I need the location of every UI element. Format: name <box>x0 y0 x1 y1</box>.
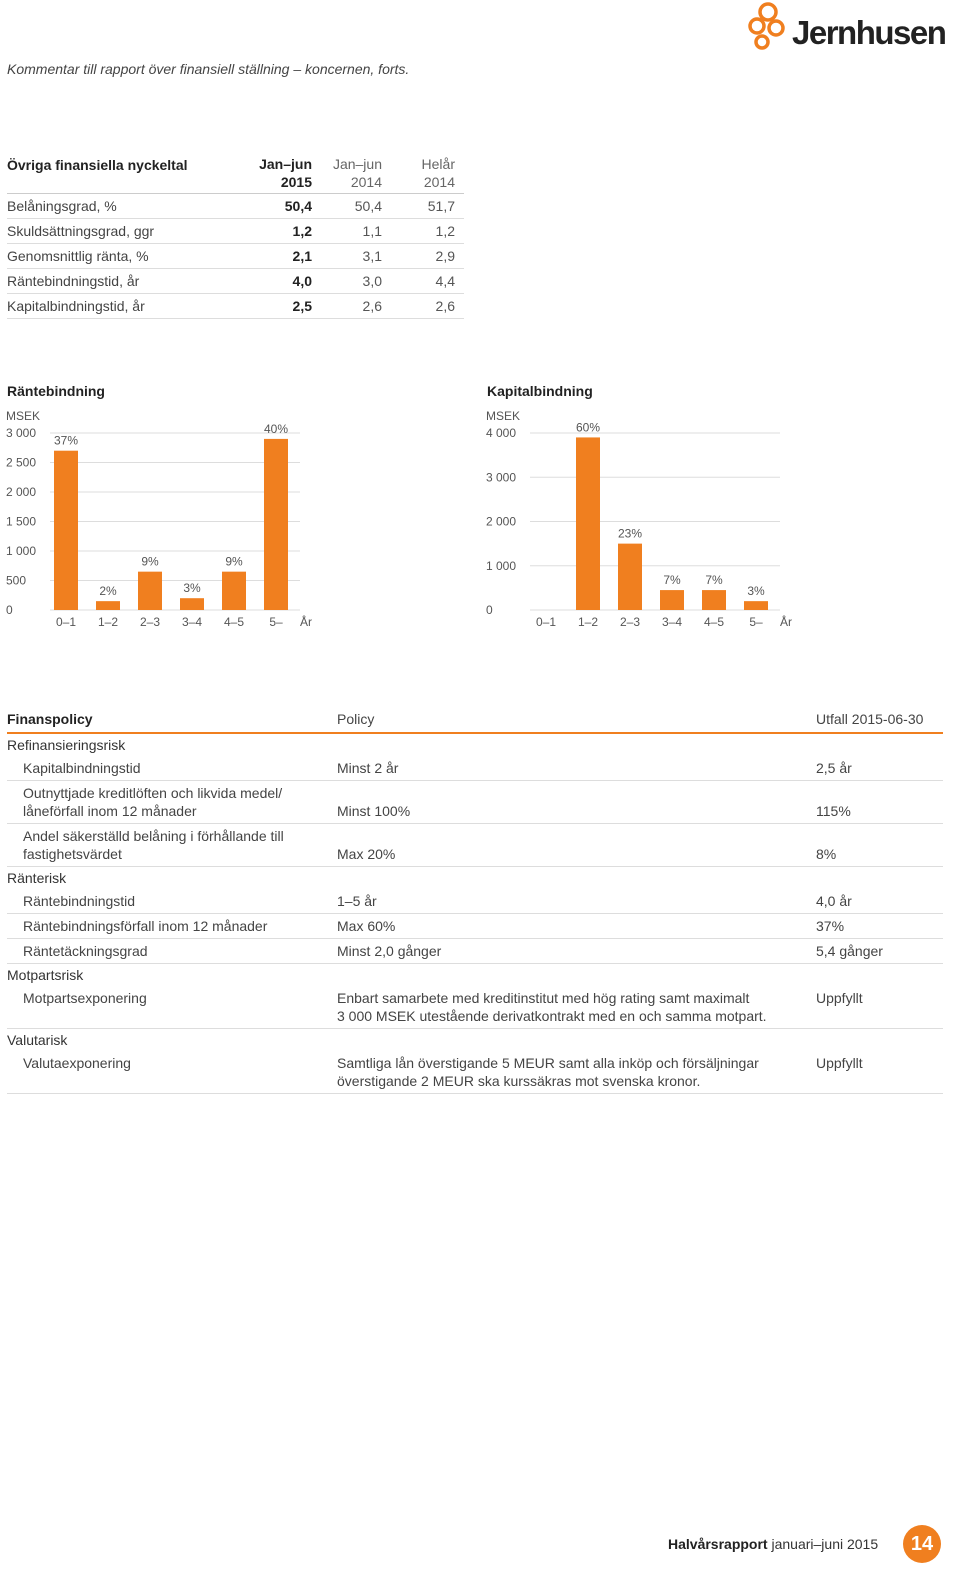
x-category-label: 2–3 <box>619 615 641 629</box>
rantebindning-svg <box>0 380 330 640</box>
key-ratio-label: Belåningsgrad, % <box>7 198 117 214</box>
bar <box>222 572 246 610</box>
policy-section-header <box>7 1029 943 1051</box>
key-ratios-title: Övriga finansiella nyckeltal <box>7 157 188 173</box>
x-category-label: 5– <box>749 615 763 629</box>
key-ratio-year2014: 1,2 <box>435 223 455 239</box>
bar-data-label: 7% <box>705 573 723 588</box>
key-ratio-row <box>7 194 464 219</box>
key-ratio-2015: 1,2 <box>292 223 312 239</box>
policy-row-outcome: Uppfyllt <box>816 990 863 1006</box>
policy-row-outcome: Uppfyllt <box>816 1055 863 1071</box>
y-axis-unit-label: MSEK <box>486 409 521 423</box>
policy-row-outcome: 2,5 år <box>816 760 852 776</box>
x-category-label: 4–5 <box>223 615 245 629</box>
bar <box>138 572 162 610</box>
policy-row-label: Motpartsexponering <box>23 990 147 1006</box>
col-header-2015-line2: 2015 <box>280 174 312 190</box>
policy-section-header <box>7 734 943 756</box>
key-ratio-2015: 2,5 <box>292 298 312 314</box>
policy-row-policy: Enbart samarbete med kreditinstitut med hög rating samt maximalt 3 000 MSEK utestående derivatkontrakt med en och samma motpart. <box>337 990 767 1024</box>
footer-report-bold: Halvårsrapport <box>668 1536 768 1552</box>
key-ratio-label: Kapitalbindningstid, år <box>7 298 145 314</box>
finance-policy-table <box>7 708 943 1094</box>
policy-row-policy: Max 60% <box>337 918 396 934</box>
policy-row <box>7 889 943 914</box>
x-axis-label: År <box>300 615 312 629</box>
bar-data-label: 37% <box>53 433 79 448</box>
bar <box>264 439 288 610</box>
key-ratio-2014: 3,1 <box>362 248 382 264</box>
policy-section-name: Valutarisk <box>7 1032 68 1048</box>
policy-row-outcome: 37% <box>816 918 845 934</box>
bar-data-label: 23% <box>617 526 643 541</box>
policy-section-name: Motpartsrisk <box>7 967 84 983</box>
key-ratio-label: Skuldsättningsgrad, ggr <box>7 223 155 239</box>
col-header-2014-line1: Jan–jun <box>332 156 382 172</box>
col-header-year2014-line1: Helår <box>421 156 455 172</box>
col-header-2014 <box>302 155 382 191</box>
key-ratio-2015: 4,0 <box>292 273 312 289</box>
x-category-label: 1–2 <box>97 615 119 629</box>
policy-section-header <box>7 867 943 889</box>
y-tick-label: 2 000 <box>486 514 517 529</box>
policy-row <box>7 781 943 824</box>
policy-row-policy: Minst 2,0 gånger <box>337 943 442 959</box>
policy-section-name: Refinansieringsrisk <box>7 737 126 753</box>
bar-data-label: 3% <box>183 581 201 596</box>
x-category-label: 1–2 <box>577 615 599 629</box>
key-ratio-2014: 2,6 <box>362 298 382 314</box>
bar-data-label: 9% <box>141 554 159 569</box>
y-tick-label: 1 500 <box>6 514 37 529</box>
key-ratio-year2014: 51,7 <box>427 198 455 214</box>
key-ratio-label: Genomsnittlig ränta, % <box>7 248 149 264</box>
policy-header-finanspolicy: Finanspolicy <box>7 711 93 727</box>
x-category-label: 3–4 <box>181 615 203 629</box>
kapitalbindning-chart <box>480 380 810 640</box>
x-category-label: 2–3 <box>139 615 161 629</box>
y-tick-label: 2 000 <box>6 485 37 499</box>
y-tick-label: 500 <box>6 573 27 588</box>
policy-row-label: Kapitalbindningstid <box>23 760 141 776</box>
policy-row <box>7 939 943 964</box>
col-header-2015-line1: Jan–jun <box>259 156 312 172</box>
page-subtitle: Kommentar till rapport över finansiell ställning – koncernen, forts. <box>7 61 410 77</box>
y-tick-label: 0 <box>486 603 493 617</box>
rantebindning-title: Räntebindning <box>7 383 105 399</box>
key-ratio-2015: 50,4 <box>284 198 312 214</box>
policy-row-policy: Minst 100% <box>337 803 411 819</box>
jernhusen-logo <box>748 0 952 56</box>
bar <box>702 590 726 610</box>
policy-row-outcome: 5,4 gånger <box>816 943 883 959</box>
key-ratio-label: Räntebindningstid, år <box>7 273 140 289</box>
kapitalbindning-svg <box>480 380 810 640</box>
bar <box>744 601 768 610</box>
policy-row-outcome: 8% <box>816 846 837 862</box>
key-ratio-row <box>7 219 464 244</box>
bar-data-label: 40% <box>263 421 289 436</box>
policy-section-header <box>7 964 943 986</box>
policy-row <box>7 756 943 781</box>
key-ratio-year2014: 2,9 <box>435 248 455 264</box>
key-ratio-row <box>7 244 464 269</box>
y-axis-unit-label: MSEK <box>6 409 41 423</box>
key-ratio-2014: 1,1 <box>362 223 382 239</box>
policy-row-policy: Samtliga lån överstigande 5 MEUR samt alla inköp och försäljningar överstigande 2 MEUR ska kurssäkras mot svenska kronor. <box>337 1055 759 1089</box>
rantebindning-chart <box>0 380 330 640</box>
x-category-label: 0–1 <box>55 615 77 629</box>
policy-row-label: Räntebindningsförfall inom 12 månader <box>23 918 268 934</box>
policy-row <box>7 914 943 939</box>
bar-data-label: 60% <box>575 420 601 435</box>
y-tick-label: 2 500 <box>6 455 37 470</box>
bar <box>180 598 204 610</box>
policy-row-label: Räntebindningstid <box>23 893 136 909</box>
footer-report-label <box>668 1536 878 1552</box>
footer-report-period: januari–juni 2015 <box>771 1536 879 1552</box>
policy-row <box>7 824 943 867</box>
policy-row <box>7 1051 943 1094</box>
bar <box>660 590 684 610</box>
kapitalbindning-title: Kapitalbindning <box>487 383 593 399</box>
col-header-2014-line2: 2014 <box>350 174 382 190</box>
policy-row-policy: Max 20% <box>337 846 396 862</box>
bar <box>54 451 78 610</box>
x-axis-label: År <box>780 615 792 629</box>
policy-row-label: Räntetäckningsgrad <box>23 943 148 959</box>
policy-section-name: Ränterisk <box>7 870 67 886</box>
x-category-label: 3–4 <box>661 615 683 629</box>
policy-row-label: Andel säkerställd belåning i förhållande till fastighetsvärdet <box>23 828 284 862</box>
policy-row-outcome: 4,0 år <box>816 893 852 909</box>
bar-data-label: 7% <box>663 573 681 588</box>
bar <box>96 601 120 610</box>
logo-wordmark: Jernhusen <box>792 14 946 51</box>
key-ratio-2014: 3,0 <box>362 273 382 289</box>
key-ratio-row <box>7 294 464 319</box>
policy-row-outcome: 115% <box>816 803 851 819</box>
y-tick-label: 1 000 <box>6 544 37 558</box>
key-ratio-2015: 2,1 <box>292 248 312 264</box>
key-ratio-year2014: 4,4 <box>435 273 455 289</box>
policy-header-outcome: Utfall 2015-06-30 <box>816 711 924 727</box>
key-ratio-2014: 50,4 <box>354 198 382 214</box>
y-tick-label: 0 <box>6 603 13 617</box>
x-category-label: 0–1 <box>535 615 557 629</box>
policy-row-policy: 1–5 år <box>337 893 377 909</box>
page-number-badge: 14 <box>903 1525 941 1563</box>
y-tick-label: 3 000 <box>486 470 517 485</box>
policy-row-label: Outnyttjade kreditlöften och likvida medel/ låneförfall inom 12 månader <box>23 785 283 819</box>
policy-row <box>7 986 943 1029</box>
col-header-2015 <box>232 155 312 191</box>
y-tick-label: 1 000 <box>486 558 517 573</box>
y-tick-label: 4 000 <box>486 426 517 440</box>
bar <box>576 437 600 610</box>
policy-header-policy: Policy <box>337 711 375 727</box>
logo-mark-icon <box>748 0 796 56</box>
key-ratios-header <box>7 153 464 194</box>
col-header-year2014-line2: 2014 <box>423 174 455 190</box>
col-header-year2014 <box>375 155 455 191</box>
key-ratio-row <box>7 269 464 294</box>
policy-row-policy: Minst 2 år <box>337 760 399 776</box>
bar-data-label: 3% <box>747 584 765 599</box>
x-category-label: 5– <box>269 615 283 629</box>
bar <box>618 544 642 610</box>
key-ratio-year2014: 2,6 <box>435 298 455 314</box>
bar-data-label: 2% <box>99 584 117 599</box>
y-tick-label: 3 000 <box>6 426 37 440</box>
policy-row-label: Valutaexponering <box>23 1055 131 1071</box>
x-category-label: 4–5 <box>703 615 725 629</box>
policy-table-header <box>7 708 943 734</box>
bar-data-label: 9% <box>225 554 243 569</box>
key-ratios-table <box>7 153 464 319</box>
